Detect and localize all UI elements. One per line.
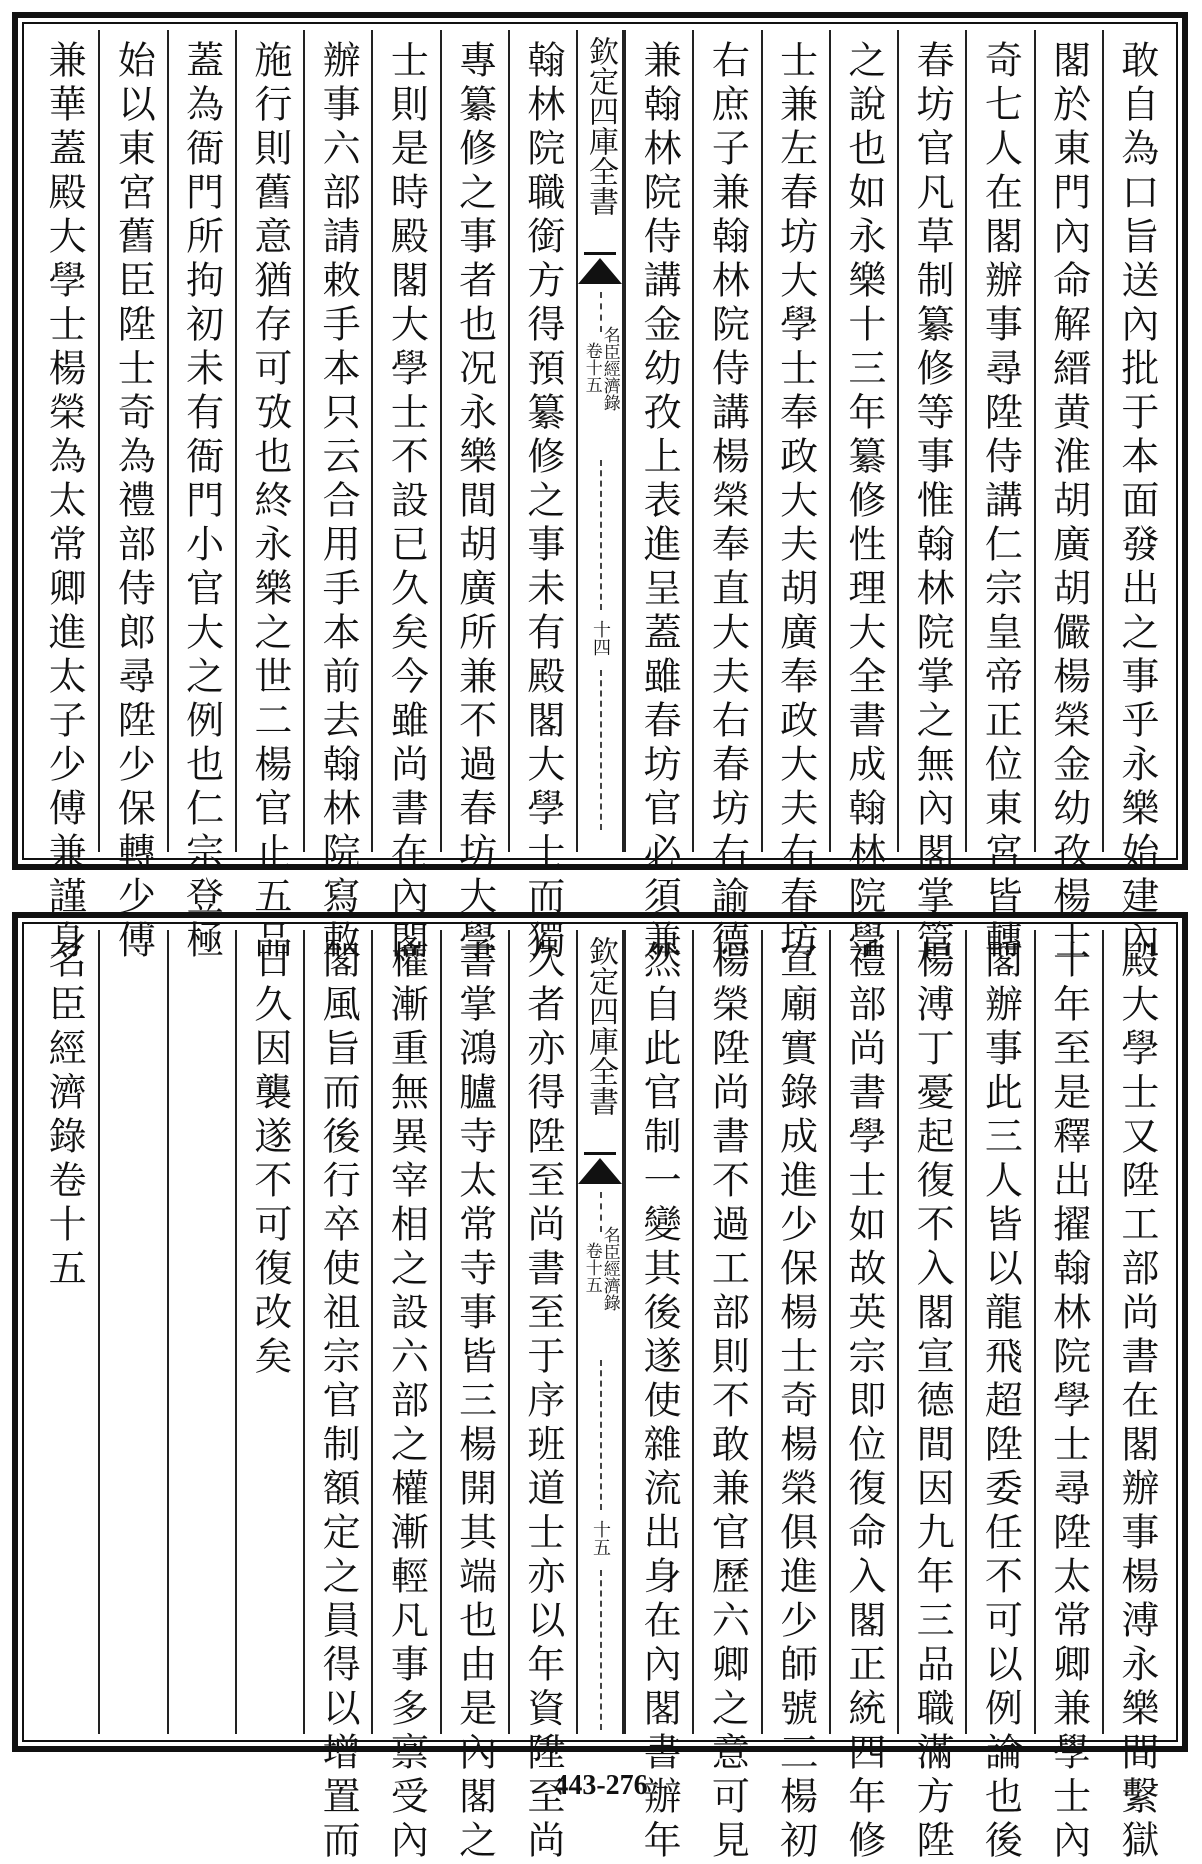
column-text: 右庶子兼翰林院侍講楊榮奉直大夫右春坊右諭德 (705, 40, 750, 964)
column-text: 久者亦得陞至尚書至于序班道士亦以年資陞至尚 (520, 940, 565, 1864)
column-text: 殿大學士又陞工部尚書在閣辦事楊溥永樂間繫獄 (1114, 940, 1159, 1864)
column-text: 蓋為衙門所拘初未有衙門小官大之例也仁宗登極 (179, 40, 224, 964)
column-text: 辦事六部請敕手本只云合用手本前去翰林院寫敕 (316, 40, 361, 964)
text-column (624, 930, 692, 1864)
text-column (167, 30, 235, 964)
text-column (965, 930, 1033, 1864)
spine-bottom_page (576, 930, 624, 1734)
spine-juan: 卷十五 (581, 342, 602, 393)
text-column (235, 930, 303, 1734)
spine-rule-lower (600, 460, 602, 610)
fish-tail-line (584, 252, 616, 255)
text-column (1102, 30, 1170, 964)
spine-rule-bottom (600, 670, 602, 830)
column-text: 始以東宮舊臣陞士奇為禮部侍郎尋陞少保轉少傅 (111, 40, 156, 964)
text-column (440, 930, 508, 1864)
text-column (235, 30, 303, 964)
text-column (98, 930, 166, 1734)
text-column (371, 930, 439, 1864)
text-column (508, 30, 576, 964)
text-column (508, 930, 576, 1864)
spine-rule-lower (600, 1360, 602, 1510)
text-column (440, 30, 508, 964)
column-text: 施行則舊意猶存可攷也終永樂之世二楊官止五品 (247, 40, 292, 964)
spine-juan: 卷十五 (581, 1242, 602, 1293)
page-top (12, 12, 1188, 964)
text-column (1034, 930, 1102, 1864)
column-text: 閣風旨而後行卒使祖宗官制額定之員得以增置而 (316, 940, 361, 1864)
text-column (30, 30, 98, 964)
text-column (829, 930, 897, 1864)
text-column (624, 30, 692, 964)
text-column (829, 30, 897, 964)
spine-title: 欽定四庫全書 (583, 36, 618, 216)
fish-tail-mark (578, 258, 622, 284)
spine-page-number: 十五 (590, 1520, 611, 1556)
column-text: 敢自為口旨送內批于本面發出之事乎永樂始建內 (1114, 40, 1159, 964)
column-text: 日久因襲遂不可復改矣 (247, 940, 292, 1380)
text-column (30, 930, 98, 1734)
column-text: 十年至是釋出擢翰林院學士尋陞太常卿兼學士內 (1046, 940, 1091, 1864)
spine-title: 欽定四庫全書 (583, 936, 618, 1116)
text-column (692, 930, 760, 1864)
column-text: 禮部尚書學士如故英宗即位復命入閣正統四年修 (841, 940, 886, 1864)
text-column (897, 30, 965, 964)
column-text: 閣於東門內命解縉黄淮胡廣胡儼楊榮金幼孜楊士 (1046, 40, 1091, 964)
column-text: 士兼左春坊大學士奉政大夫胡廣奉政大夫右春坊 (773, 40, 818, 964)
text-column (371, 30, 439, 964)
column-text: 奇七人在閣辦事尋陞侍講仁宗皇帝正位東宮皆轉 (978, 40, 1023, 964)
spine-top_page (576, 30, 624, 852)
column-text: 楊榮陞尚書不過工部則不敢兼官歷六卿之意可見 (705, 940, 750, 1864)
column-text: 翰林院職銜方得預纂修之事未有殿閣大學士而獨 (520, 40, 565, 964)
text-column (167, 930, 235, 1734)
top-text-columns (30, 30, 1170, 964)
column-text: 士則是時殿閣大學士不設已久矣今雖尚書在內閣 (384, 40, 429, 964)
column-text: 之說也如永樂十三年纂修性理大全書成翰林院學 (841, 40, 886, 964)
text-column (897, 930, 965, 1864)
column-text: 春坊官凡草制纂修等事惟翰林院掌之無內閣掌管 (910, 40, 955, 964)
spine-rule-bottom (600, 1570, 602, 1730)
column-text: 然自此官制一變其後遂使雜流出身在內閣書辦年 (637, 940, 682, 1864)
column-text: 權漸重無異宰相之設六部之權漸輕凡事多禀受內 (384, 940, 429, 1864)
text-column (761, 30, 829, 964)
column-text: 兼華蓋殿大學士楊榮為太常卿進太子少傅兼謹身 (42, 40, 87, 964)
text-column (965, 30, 1033, 964)
column-text: 專纂修之事者也况永樂間胡廣所兼不過春坊大學 (452, 40, 497, 964)
fish-tail-mark (578, 1158, 622, 1184)
spine-book-title: 名臣經濟錄 (599, 326, 620, 411)
spine-page-number: 十四 (590, 620, 611, 656)
text-column (761, 930, 829, 1864)
text-column (692, 30, 760, 964)
column-text: 兼翰林院侍講金幼孜上表進呈蓋雖春坊官必須兼 (637, 40, 682, 964)
text-column (98, 30, 166, 964)
page-number-footer: 443-276 (554, 1770, 648, 1801)
spine-book-title: 名臣經濟錄 (599, 1226, 620, 1311)
text-column (303, 930, 371, 1864)
column-text: 宣廟實錄成進少保楊士奇楊榮俱進少師號三楊初 (773, 940, 818, 1864)
column-text: 楊溥丁憂起復不入閣宣德間因九年三品職滿方陞 (910, 940, 955, 1864)
column-text: 閣辦事此三人皆以龍飛超陞委任不可以例論也後 (978, 940, 1023, 1864)
text-column (1102, 930, 1170, 1864)
column-text: 書掌鴻臚寺太常寺事皆三楊開其端也由是內閣之 (452, 940, 497, 1864)
column-text: 名臣經濟錄卷十五 (42, 940, 87, 1292)
text-column (303, 30, 371, 964)
fish-tail-line (584, 1152, 616, 1155)
text-column (1034, 30, 1102, 964)
